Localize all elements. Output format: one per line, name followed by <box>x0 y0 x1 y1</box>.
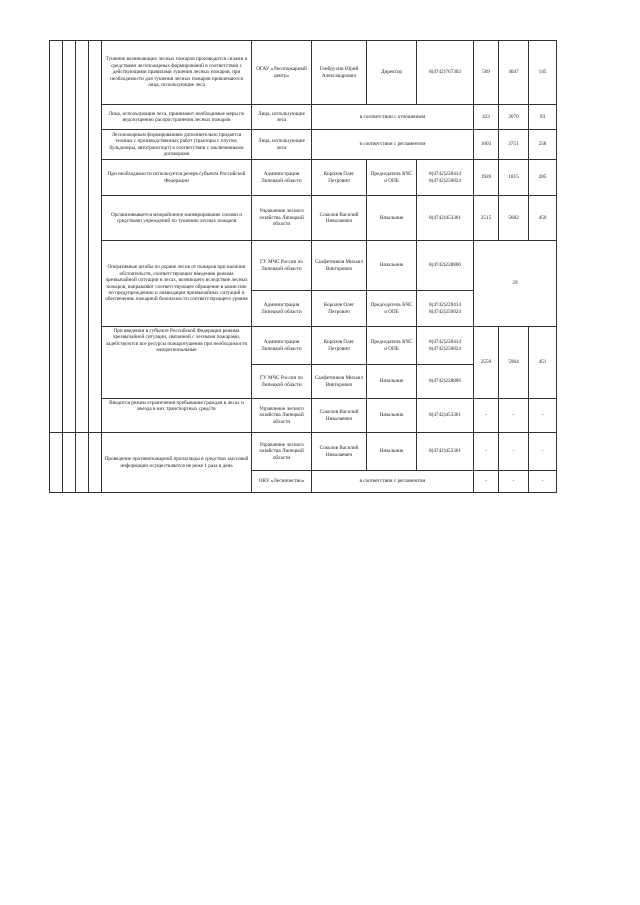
position-cell: Председатель КЧС и ОПБ <box>367 327 417 365</box>
stage-cell <box>50 41 63 433</box>
position-cell: Начальник <box>367 365 417 399</box>
number-cell: 145 <box>529 41 557 105</box>
responsible-person-cell: Гонбрухин Юрий Александрович <box>312 41 367 105</box>
number-cell: 258 <box>529 130 557 160</box>
table-row <box>50 433 557 471</box>
organization-cell: ОГАУ «Лесопожарный центр» <box>252 41 312 105</box>
number-cell: 5682 <box>499 196 529 241</box>
number-cell: 2515 <box>474 196 499 241</box>
responsible-person-cell: Королев Олег Петрович <box>312 291 367 327</box>
organization-cell: Администрация Липецкой области <box>252 291 312 327</box>
number-cell: 450 <box>529 196 557 241</box>
responsible-person-cell: Салфетников Михаил Викторович <box>312 365 367 399</box>
number-cell: 285 <box>529 160 557 196</box>
responsible-person-cell: Салфетников Михаил Викторович <box>312 241 367 291</box>
phone-cell: 8(4742)453361 <box>417 433 474 471</box>
phone-cell: 8(4742)228806 <box>417 365 474 399</box>
responsible-person-cell: Королев Олег Петрович <box>312 160 367 196</box>
number-cell: 29 <box>474 241 557 327</box>
responsible-person-cell: Соколов Василий Николаевич <box>312 399 367 433</box>
number-cell: 423 <box>474 105 499 130</box>
number-cell: 93 <box>529 105 557 130</box>
position-cell: Директор <box>367 41 417 105</box>
action-cell: Оперативные штабы по охране лесов от пожаров при наличии обстоятельств, соответствующих введению режима чрезвычайной ситуации в лесах, возникшего вследствие лесных пожаров, направляют соответствующее обращение в комиссию по предупреждению и ликвидации чрезвычайных ситуаций и обеспечению пожарной безопасности соответствующего уровня <box>102 241 252 327</box>
fire-response-table-continued <box>49 432 557 493</box>
organization-cell: ОКУ «Лесничество» <box>252 471 312 493</box>
number-cell: - <box>529 433 557 471</box>
number-cell: - <box>529 471 557 493</box>
merged-info-cell: в соответствии с регламентом <box>312 130 474 160</box>
number-cell: 4047 <box>499 41 529 105</box>
number-cell: 3751 <box>499 130 529 160</box>
number-cell: - <box>474 433 499 471</box>
action-cell: Проведение противопожарной пропаганды в средствах массовой информации осуществляется не реже 1 раза в день <box>102 433 252 493</box>
organization-cell: Администрация Липецкой области <box>252 327 312 365</box>
table-row <box>50 105 557 130</box>
organization-cell: Администрация Липецкой области <box>252 160 312 196</box>
position-cell: Начальник <box>367 399 417 433</box>
phone-cell: 8(4742)228414 8(4742)250824 <box>417 291 474 327</box>
document-page <box>49 40 556 493</box>
table-row <box>50 160 557 196</box>
organization-cell: ГУ МЧС России по Липецкой области <box>252 365 312 399</box>
position-cell: Начальник <box>367 433 417 471</box>
responsible-person-cell: Соколов Василий Николаевич <box>312 196 367 241</box>
number-cell: - <box>499 399 529 433</box>
organization-cell: Управление лесного хозяйства Липецкой области <box>252 433 312 471</box>
stage-cell <box>76 433 89 493</box>
table-row <box>50 196 557 241</box>
phone-cell: 8(4742)228414 8(4742)250824 <box>417 327 474 365</box>
merged-info-cell: в соответствии с регламентом <box>312 471 474 493</box>
number-cell: 451 <box>529 327 557 399</box>
position-cell: Председатель КЧС и ОПБ <box>367 291 417 327</box>
responsible-person-cell: Королев Олег Петрович <box>312 327 367 365</box>
position-cell: Начальник <box>367 196 417 241</box>
stage-cell <box>63 433 76 493</box>
organization-cell: Управление лесного хозяйства Липецкой области <box>252 399 312 433</box>
organization-cell: Управление лесного хозяйства Липецкой области <box>252 196 312 241</box>
stage-cell <box>76 41 89 433</box>
number-cell: 1815 <box>499 160 529 196</box>
number-cell: 1603 <box>474 130 499 160</box>
number-cell: - <box>499 471 529 493</box>
action-cell: Организовывается межрайонное маневрирование силами и средствами учреждений по тушению лесных пожаров <box>102 196 252 241</box>
organization-cell: Лица, использующие леса <box>252 105 312 130</box>
phone-cell: 8(4742)453361 <box>417 196 474 241</box>
position-cell: Председатель КЧС и ОПБ <box>367 160 417 196</box>
number-cell: - <box>474 471 499 493</box>
table-row <box>50 241 557 291</box>
organization-cell: ГУ МЧС России по Липецкой области <box>252 241 312 291</box>
stage-cell <box>63 41 76 433</box>
number-cell: - <box>499 433 529 471</box>
position-cell: Начальник <box>367 241 417 291</box>
phone-cell: 8(4742)453361 <box>417 399 474 433</box>
phone-cell: 8(4742)228806 <box>417 241 474 291</box>
action-cell: Вводится режим ограничения пребывания граждан в лесах и въезда в них транспортных средств <box>102 399 252 433</box>
number-cell: - <box>474 399 499 433</box>
action-cell: При необходимости используется резерв субъекта Российской Федерации <box>102 160 252 196</box>
phone-cell: 8(4742)767302 <box>417 41 474 105</box>
table-row <box>50 399 557 433</box>
action-cell: Лесопожарным формированиям дополнительно придается техника с производственных работ (тракторы с плугом, бульдозеры, автотранспорт) в соответствии с заключенными договорами <box>102 130 252 160</box>
action-cell: Лица, использующие леса, принимают необходимые меры по недопущению распространения лесных пожаров <box>102 105 252 130</box>
stage-cell <box>50 433 63 493</box>
number-cell: 1926 <box>474 160 499 196</box>
action-cell: При введении в субъекте Российской Федерации режима чрезвычайной ситуации, связанной с лесными пожарами, задействуются все ресурсы пожаротушения при необходимости межрегиональные <box>102 327 252 399</box>
phone-cell: 8(4742)228414 8(4742)250824 <box>417 160 474 196</box>
table-row <box>50 130 557 160</box>
merged-info-cell: в соответствии с отношением <box>312 105 474 130</box>
responsible-person-cell: Соколов Василий Николаевич <box>312 433 367 471</box>
stage-cell <box>89 433 102 493</box>
number-cell: 2670 <box>499 105 529 130</box>
table-row <box>50 327 557 365</box>
number-cell: - <box>529 399 557 433</box>
table-row <box>50 41 557 105</box>
organization-cell: Лица, использующие леса <box>252 130 312 160</box>
number-cell: 5964 <box>499 327 529 399</box>
action-cell: Тушение возникающих лесных пожаров производится силами и средствами лесопожарных формирований в соответствии с действующими правилами тушения лесных пожаров, при необходимости для тушения лесных пожаров привлекаются лица, использующие леса <box>102 41 252 105</box>
fire-response-table <box>49 40 557 433</box>
number-cell: 569 <box>474 41 499 105</box>
stage-cell <box>89 41 102 433</box>
number-cell: 2550 <box>474 327 499 399</box>
